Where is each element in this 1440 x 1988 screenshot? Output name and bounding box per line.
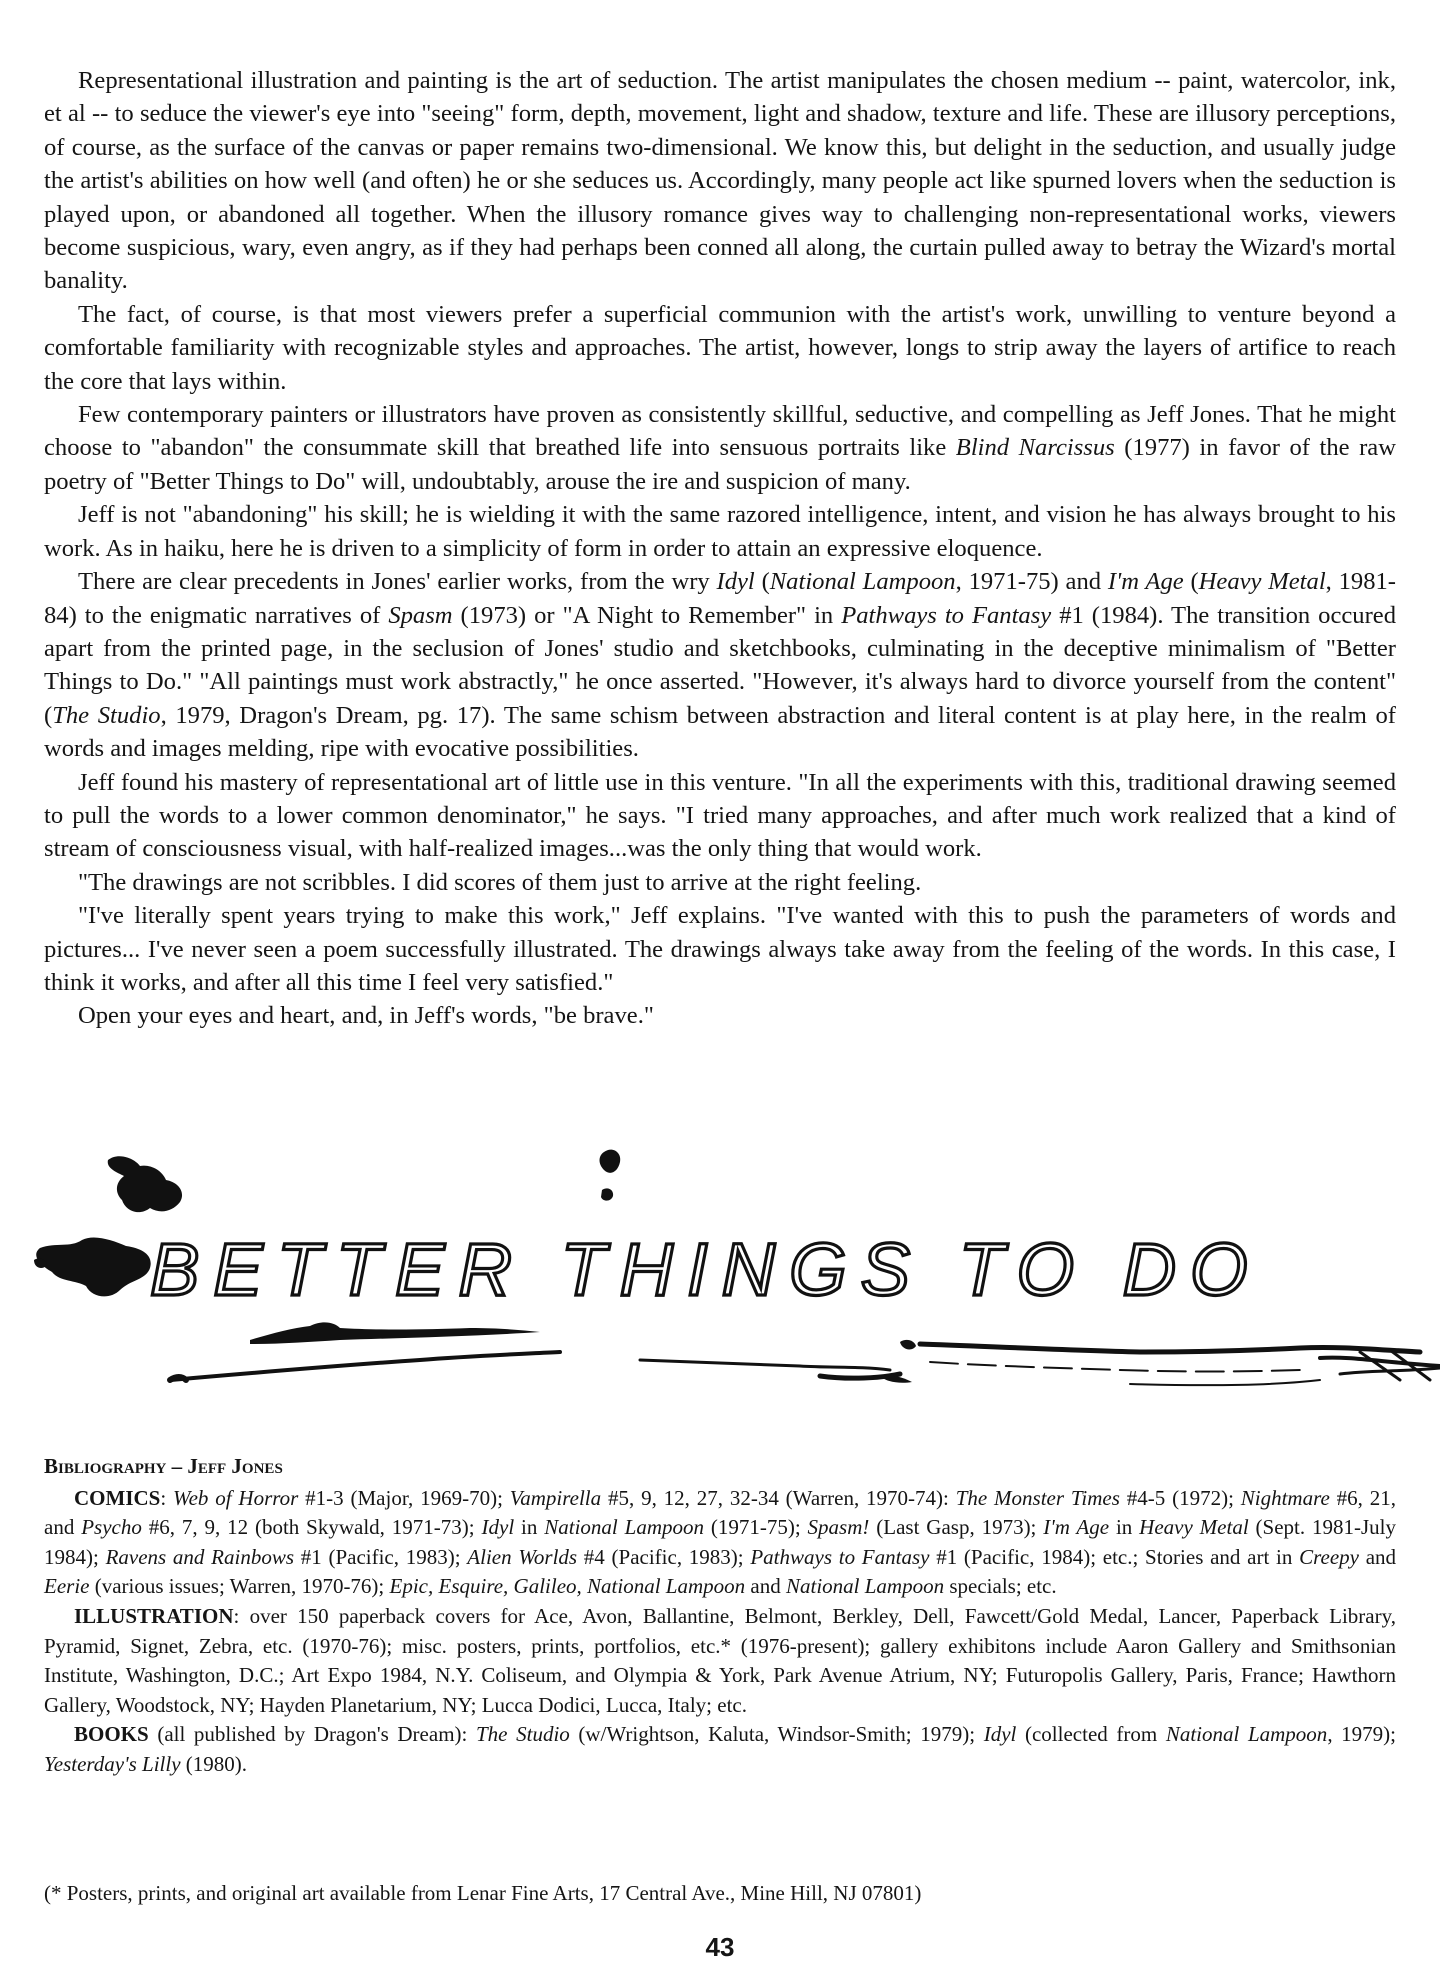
brush-stroke-long [170,1352,560,1380]
title-lettering: BETTER THINGS TO DO [150,1228,1262,1311]
essay-paragraph-2: The fact, of course, is that most viewers prefer a superficial communion with the artist's work, unwilling to venture beyond a comfortable familiarity with recognizable styles and approaches. The artist, however, longs to strip away the layers of artifice to reach the core that lays within. [44,300,1396,395]
bibliography-illustration: ILLUSTRATION: over 150 paperback covers for Ace, Avon, Ballantine, Belmont, Berkley, Dell, Fawcett/Gold Medal, Lancer, Paperback Library, Pyramid, Signet, Zebra, etc. (1970-76); misc. posters, prints, portfolios, etc.* (1976-present); gallery exhibitons include Aaron Gallery and Smithsonian Institute, Washington, D.C.; Art Expo 1984, N.Y. Coliseum, and Olympia & York, Park Avenue Atrium, NY; Futuropolis Gallery, Paris, France; Hawthorn Gallery, Woodstock, NY; Hayden Planetarium, NY; Lucca Dodici, Lucca, Italy; etc. [44,1603,1396,1717]
essay-paragraph-1: Representational illustration and painting is the art of seduction. The artist manipulates the chosen medium -- paint, watercolor, ink, et al -- to seduce the viewer's eye into "seeing" form, depth, movement, light and shadow, texture and life. These are illusory perceptions, of course, as the surface of the canvas or paper remains two-dimensional. We know this, but delight in the seduction, and usually judge the artist's abilities on how well (and often) he or she seduces us. Accordingly, many people act like spurned lovers when the seduction is played upon, or abandoned all together. When the illusory romance gives way to challenging non-representational works, viewers become suspicious, wary, even angry, as if they had perhaps been conned all along, the curtain pulled away to betray the Wizard's mortal banality. [44,67,1396,295]
bibliography [44,1452,1396,1780]
essay-paragraph-7: "The drawings are not scribbles. I did scores of them just to arrive at the right feeling. [78,868,922,896]
essay-paragraph-8: "I've literally spent years trying to make this work," Jeff explains. "I've wanted with this to push the parameters of words and pictures... I've never seen a poem successfully illustrated. The drawings always take away from the feeling of the words. In this case, I think it works, and after all this time I feel very satisfied." [44,902,1396,996]
bibliography-books: BOOKS (all published by Dragon's Dream): The Studio (w/Wrightson, Kaluta, Windsor-Smith; 1979); Idyl (collected from National Lampoon, 1979); Yesterday's Lilly (1980). [44,1722,1397,1776]
bibliography-heading: Bibliography – Jeff Jones [44,1454,283,1478]
ink-splat-left [36,1238,150,1297]
ink-drip-top-center [600,1150,621,1173]
better-things-to-do-title-art [0,1130,1440,1410]
page-number: 43 [705,1932,735,1962]
essay-paragraph-6: Jeff found his mastery of representational art of little use in this venture. "In all the experiments with this, traditional drawing seemed to pull the words to a lower common denominator," he says. "I tried many approaches, and after much work realized that a kind of stream of consciousness visual, with half-realized images...was the only thing that would work. [44,768,1396,863]
footnote: (* Posters, prints, and original art available from Lenar Fine Arts, 17 Central Ave., Mine Hill, NJ 07801) [44,1881,922,1905]
essay-paragraph-4: Jeff is not "abandoning" his skill; he is wielding it with the same razored intelligence, intent, and vision he has always brought to his work. As in haiku, here he is driven to a simplicity of form in order to attain an expressive eloquence. [44,501,1396,562]
essay-paragraph-3: Few contemporary painters or illustrators have proven as consistently skillful, seductive, and compelling as Jeff Jones. That he might choose to "abandon" the consummate skill that breathed life into sensuous portraits like Blind Narcissus (1977) in favor of the raw poetry of "Better Things to Do" will, undoubtably, arouse the ire and suspicion of many. [44,401,1396,495]
essay-paragraph-9: Open your eyes and heart, and, in Jeff's words, "be brave." [78,1002,654,1030]
brush-stroke-upper [250,1322,540,1344]
essay-text [44,64,1396,1033]
essay-paragraph-5: There are clear precedents in Jones' earlier works, from the wry Idyl (National Lampoon, 1971-75) and I'm Age (Heavy Metal, 1981-84) to the enigmatic narratives of Spasm (1973) or "A Night to Remember" in Pathways to Fantasy #1 (1984). The transition occured apart from the printed page, in the seclusion of Jones' studio and sketchbooks, culminating in the deceptive minimalism of "Better Things to Do." "All paintings must work abstractly," he once asserted. "However, it's always hard to divorce yourself from the content" (The Studio, 1979, Dragon's Dream, pg. 17). The same schism between abstraction and literal content is at play here, in the realm of words and images melding, ripe with evocative possibilities. [44,568,1396,763]
bibliography-comics: COMICS: Web of Horror #1-3 (Major, 1969-70); Vampirella #5, 9, 12, 27, 32-34 (Warren, 1970-74): The Monster Times #4-5 (1972); Nightmare #6, 21, and Psycho #6, 7, 9, 12 (both Skywald, 1971-73); Idyl in National Lampoon (1971-75); Spasm! (Last Gasp, 1973); I'm Age in Heavy Metal (Sept. 1981-July 1984); Ravens and Rainbows #1 (Pacific, 1983); Alien Worlds #4 (Pacific, 1983); Pathways to Fantasy #1 (Pacific, 1984); etc.; Stories and art in Creepy and Eerie (various issues; Warren, 1970-76); Epic, Esquire, Galileo, National Lampoon and National Lampoon specials; etc. [44,1485,1397,1599]
ink-splat-top-left [108,1156,182,1212]
brush-stroke-right [920,1344,1420,1352]
